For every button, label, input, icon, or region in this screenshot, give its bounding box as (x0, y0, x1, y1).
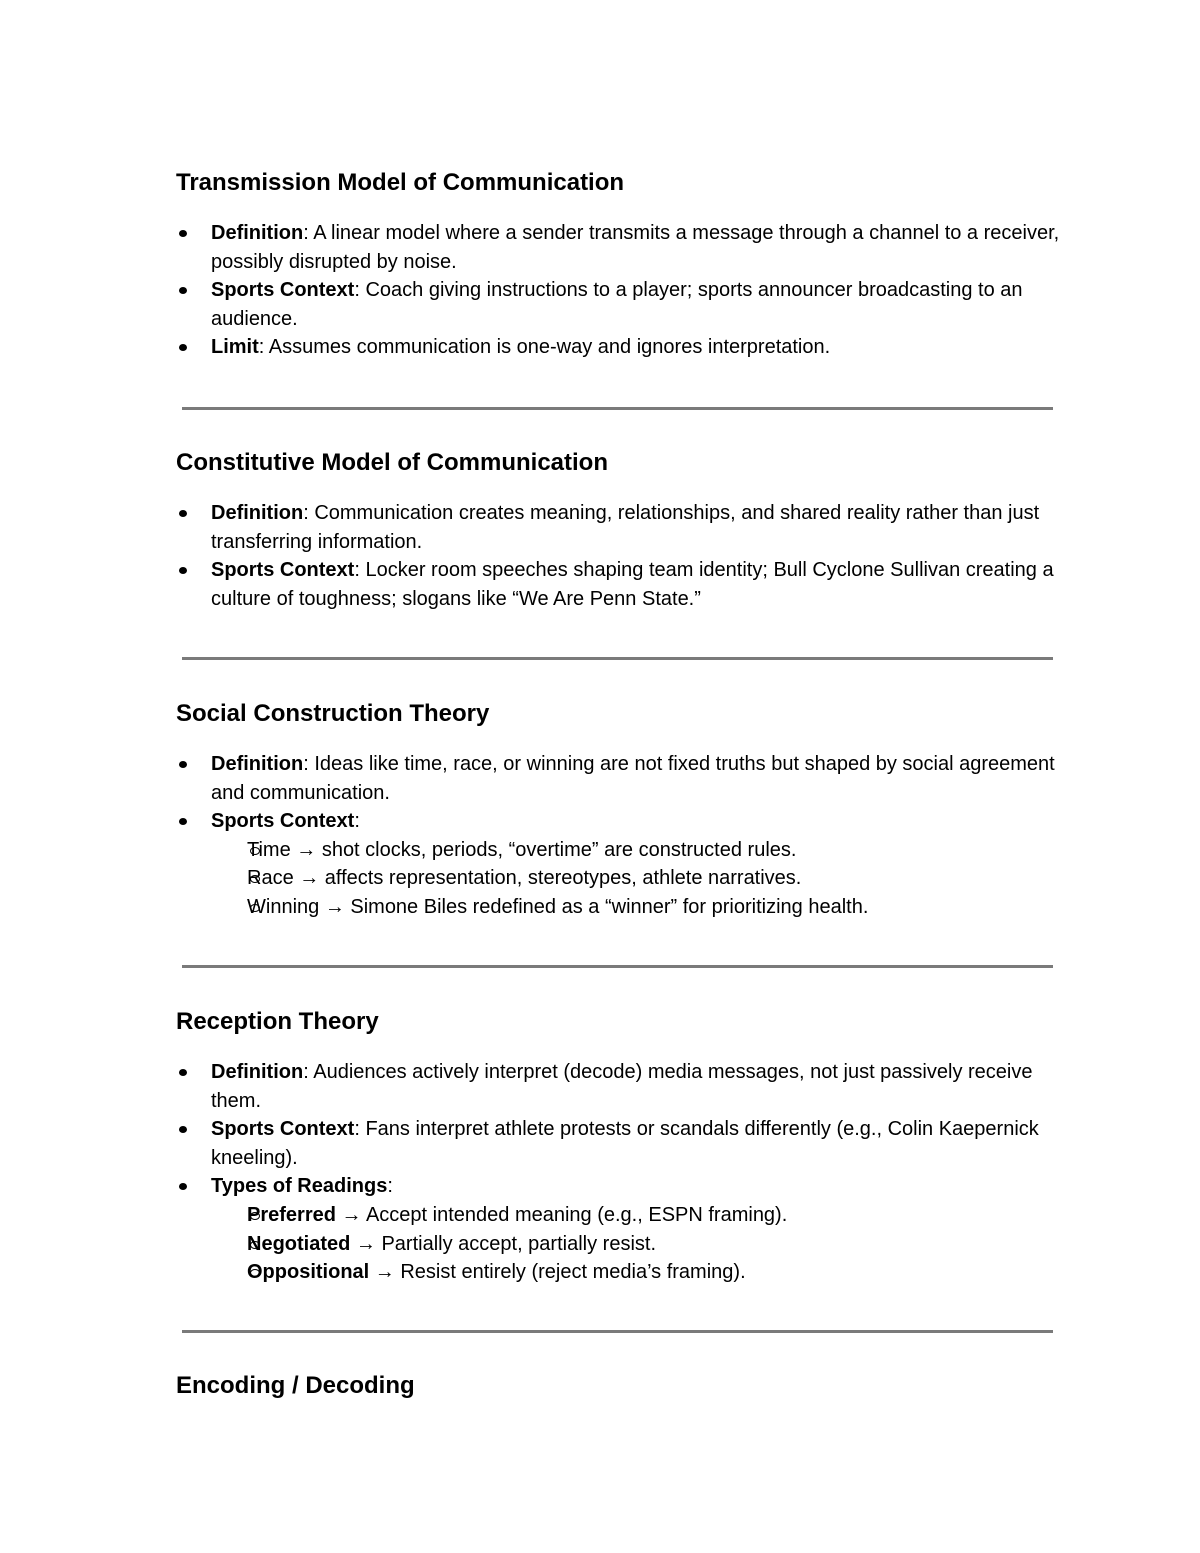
bullet-text: : Audiences actively interpret (decode) media messages, not just passively receive them. (211, 1061, 1033, 1112)
horizontal-divider (182, 965, 1053, 968)
bullet-item (176, 276, 1061, 333)
section-social-construction (176, 696, 1061, 922)
bullet-item (176, 499, 1061, 556)
section-title: Constitutive Model of Communication (176, 449, 608, 476)
bullet-term: Sports Context (211, 559, 355, 582)
horizontal-divider (182, 407, 1053, 410)
horizontal-divider (182, 657, 1053, 660)
sub-bullet-list (211, 1201, 1061, 1287)
sub-bullet-text: → Resist entirely (reject media’s framing). (369, 1261, 746, 1284)
section-transmission-model (176, 165, 1061, 362)
bullet-item (176, 1058, 1061, 1115)
bullet-text: : A linear model where a sender transmits a message through a channel to a receiver, possibly disrupted by noise. (211, 222, 1060, 273)
sub-bullet-item (176, 836, 1061, 865)
section-reception-theory (176, 1004, 1061, 1287)
bullet-text: : Assumes communication is one-way and ignores interpretation. (258, 336, 831, 359)
bullet-item (176, 807, 1061, 921)
bullet-item (176, 1172, 1061, 1286)
sub-bullet-text: Winning → Simone Biles redefined as a “winner” for prioritizing health. (247, 895, 869, 918)
bullet-text: : Ideas like time, race, or winning are not fixed truths but shaped by social agreement and communication. (211, 753, 1055, 804)
sub-bullet-item (176, 1230, 1061, 1259)
bullet-list (176, 219, 1061, 362)
bullet-list (176, 499, 1061, 613)
bullet-text: : (387, 1175, 393, 1198)
bullet-item (176, 219, 1061, 276)
sub-bullet-term: Oppositional (247, 1261, 370, 1284)
sub-bullet-text: → Accept intended meaning (e.g., ESPN framing). (335, 1203, 788, 1226)
sub-bullet-item (176, 1201, 1061, 1230)
bullet-term: Definition (211, 222, 304, 244)
section-title: Social Construction Theory (176, 700, 490, 727)
horizontal-divider (182, 1330, 1053, 1333)
bullet-text: : Coach giving instructions to a player; sports announcer broadcasting to an audience. (211, 279, 1023, 330)
bullet-list (176, 1058, 1061, 1287)
bullet-term: Definition (211, 753, 304, 775)
bullet-term: Limit (211, 336, 259, 359)
bullet-term: Definition (211, 502, 304, 524)
sub-bullet-term: Preferred (247, 1203, 336, 1226)
sub-bullet-text: Time → shot clocks, periods, “overtime” are constructed rules. (247, 838, 797, 861)
bullet-term: Definition (211, 1061, 304, 1083)
sub-bullet-text: Race → affects representation, stereotypes, athlete narratives. (247, 867, 802, 890)
section-encoding-decoding (176, 1368, 1061, 1404)
sub-bullet-term: Negotiated (247, 1232, 351, 1255)
bullet-text: : Fans interpret athlete protests or scandals differently (e.g., Colin Kaepernick kneeling). (211, 1118, 1039, 1169)
bullet-item (176, 556, 1061, 613)
section-title: Reception Theory (176, 1008, 379, 1035)
sub-bullet-item (176, 1258, 1061, 1287)
sub-bullet-list (211, 836, 1061, 922)
section-title: Transmission Model of Communication (176, 169, 625, 196)
bullet-text: : Locker room speeches shaping team identity; Bull Cyclone Sullivan creating a culture of toughness; slogans like “We Are Penn State.” (211, 559, 1054, 610)
bullet-term: Sports Context (211, 1118, 355, 1141)
bullet-term: Types of Readings (211, 1175, 388, 1198)
bullet-text: : Communication creates meaning, relationships, and shared reality rather than just transferring information. (211, 502, 1040, 553)
bullet-term: Sports Context (211, 810, 355, 833)
section-title: Encoding / Decoding (176, 1372, 415, 1399)
bullet-term: Sports Context (211, 279, 355, 302)
bullet-item (176, 1115, 1061, 1172)
section-constitutive-model (176, 445, 1061, 613)
bullet-text: : (354, 810, 360, 833)
bullet-item (176, 333, 1061, 362)
bullet-list (176, 750, 1061, 922)
sub-bullet-item (176, 864, 1061, 893)
sub-bullet-item (176, 893, 1061, 922)
bullet-item (176, 750, 1061, 807)
sub-bullet-text: → Partially accept, partially resist. (350, 1232, 656, 1255)
